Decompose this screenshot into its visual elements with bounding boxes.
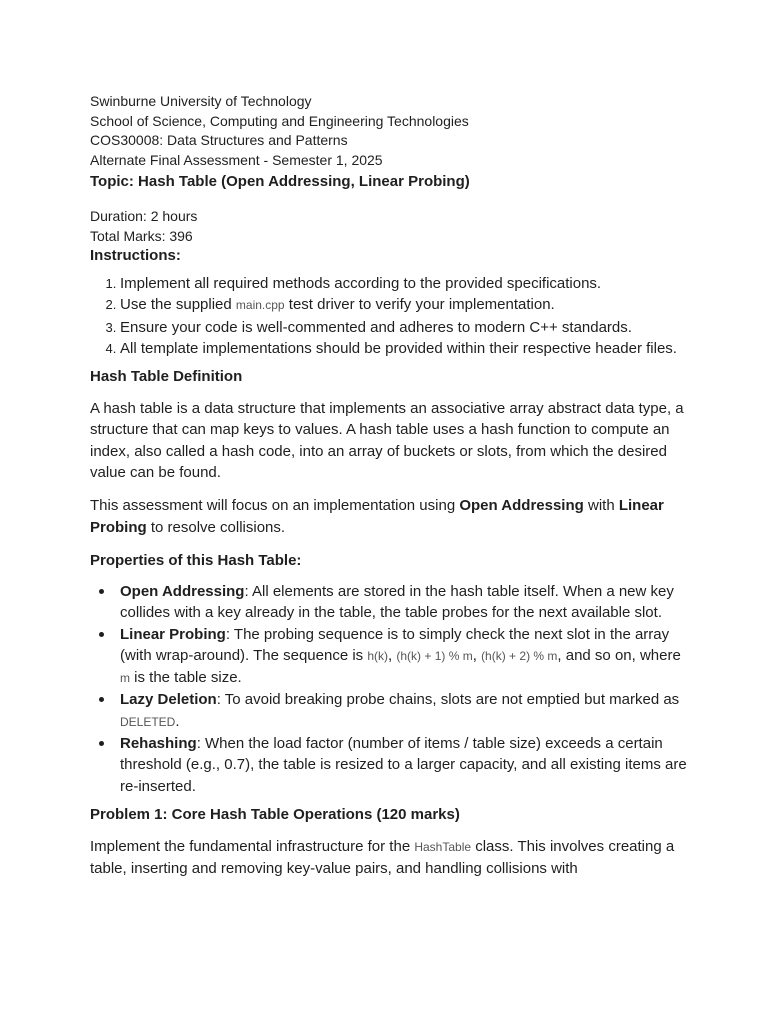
- bold-term: Open Addressing: [459, 497, 584, 515]
- paragraph-text: class. This involves creating a table, inserting and removing key-value pairs, and handling collisions with: [90, 837, 675, 878]
- paragraph-text: to resolve collisions.: [146, 518, 286, 536]
- total-marks-text: Total Marks: 396: [90, 228, 193, 244]
- property-text: , and so on, where: [557, 646, 681, 664]
- list-item: [120, 317, 690, 338]
- code-main-cpp: main.cpp: [235, 298, 285, 313]
- paragraph-text: This assessment will focus on an implementation using: [90, 497, 460, 515]
- code-snippet: (h(k) + 2) % m: [481, 648, 558, 663]
- list-item: [120, 624, 690, 690]
- definition-heading: Hash Table Definition: [90, 368, 243, 386]
- bold-term: Open Addressing: [120, 582, 245, 600]
- meta-block: [90, 206, 690, 246]
- assessment-line: Alternate Final Assessment - Semester 1, 2025: [90, 151, 383, 168]
- list-item: [120, 338, 690, 359]
- code-snippet: m: [120, 671, 130, 686]
- property-text: ,: [388, 646, 397, 664]
- property-text: .: [175, 712, 180, 730]
- bold-term: Rehashing: [120, 735, 197, 753]
- bullet-icon: [99, 697, 104, 702]
- bullet-icon: [99, 589, 104, 594]
- bold-term: Linear Probing: [90, 497, 664, 536]
- paragraph-text: Implement the fundamental infrastructure for the: [90, 837, 415, 855]
- list-item: [120, 689, 690, 733]
- property-text: : The probing sequence is to simply check the next slot in the array (with wrap-around). The sequence is: [120, 625, 670, 664]
- problem1-paragraph: [90, 836, 690, 880]
- problem1-heading: Problem 1: Core Hash Table Operations (120 marks): [90, 805, 460, 823]
- focus-paragraph: [90, 495, 690, 538]
- code-snippet: DELETED: [120, 714, 176, 729]
- topic-heading: Topic: Hash Table (Open Addressing, Linear Probing): [90, 173, 470, 190]
- properties-list: [90, 581, 690, 797]
- list-item: [120, 733, 690, 797]
- code-snippet: (h(k) + 1) % m: [396, 648, 473, 663]
- paragraph-text: with: [583, 497, 619, 515]
- property-text: : When the load factor (number of items / table size) exceeds a certain threshold (e.g., 0.7), the table is resized to a larger capacity, and all existing items are re-inserted.: [120, 735, 687, 795]
- duration-text: Duration: 2 hours: [90, 208, 198, 224]
- bold-term: Lazy Deletion: [120, 691, 217, 709]
- list-item: [120, 273, 690, 294]
- instructions-list: [90, 273, 690, 359]
- instruction-text: Ensure your code is well-commented and adheres to modern C++ standards.: [120, 318, 632, 336]
- instruction-text: test driver to verify your implementation.: [284, 296, 555, 314]
- instruction-text: Use the supplied: [120, 296, 236, 314]
- bullet-icon: [99, 632, 104, 637]
- bullet-icon: [99, 741, 104, 746]
- instruction-text: All template implementations should be provided within their respective header files.: [120, 339, 677, 357]
- property-text: ,: [472, 646, 482, 664]
- property-text: is the table size.: [130, 669, 242, 687]
- definition-paragraph: A hash table is a data structure that implements an associative array abstract data type, a structure that can map keys to values. A hash table uses a hash function to compute an index, also called a hash code, into an array of buckets or slots, from which the desired value can be found.: [90, 400, 684, 482]
- property-text: : To avoid breaking probe chains, slots are not emptied but marked as: [216, 691, 680, 709]
- code-hashtable: HashTable: [414, 839, 472, 854]
- school-line: School of Science, Computing and Engineering Technologies: [90, 112, 469, 129]
- property-text: : All elements are stored in the hash table itself. When a new key collides with a key already in the table, the table probes for the next available slot.: [120, 582, 674, 622]
- unit-line: COS30008: Data Structures and Patterns: [90, 132, 348, 148]
- code-snippet: h(k): [367, 648, 389, 663]
- bold-term: Linear Probing: [120, 625, 226, 643]
- list-item: [120, 294, 690, 316]
- instruction-text: Implement all required methods according to the provided specifications.: [120, 275, 602, 292]
- list-item: [120, 581, 690, 624]
- university-line: Swinburne University of Technology: [90, 93, 312, 109]
- properties-heading: Properties of this Hash Table:: [90, 551, 302, 569]
- document-page: [90, 92, 690, 880]
- instructions-heading: Instructions:: [90, 247, 181, 264]
